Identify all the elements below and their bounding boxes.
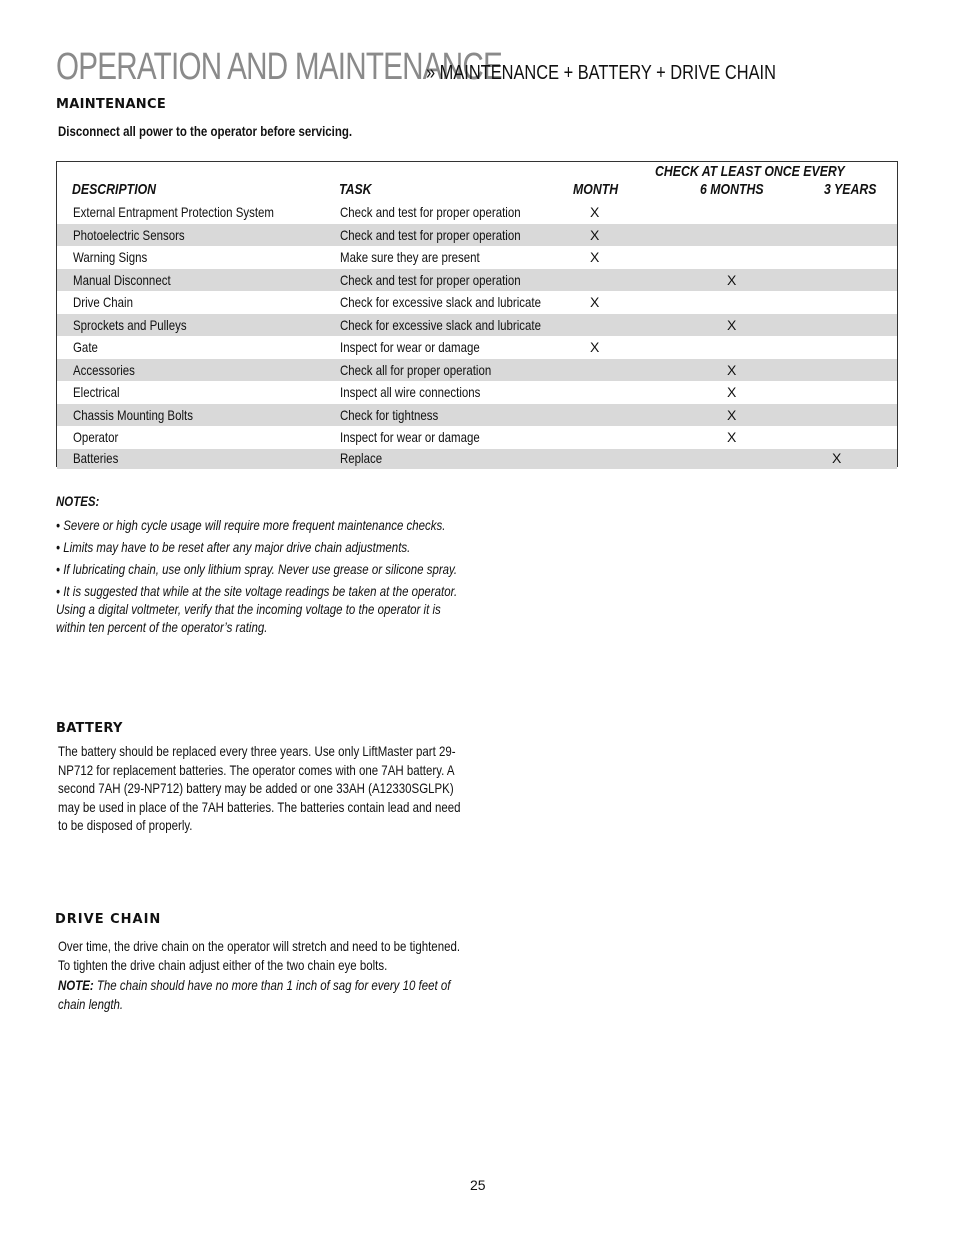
cell-task: Check and test for proper operation (340, 226, 521, 243)
drive-chain-heading: DRIVE CHAIN (55, 912, 162, 927)
table-row (57, 291, 897, 314)
cell-description: Drive Chain (73, 294, 133, 310)
cell-task: Inspect for wear or damage (340, 429, 480, 445)
cell-task: Make sure they are present (340, 249, 480, 265)
column-header-3-years: 3 YEARS (824, 181, 877, 198)
cell-month: X (590, 339, 600, 355)
column-header-description: DESCRIPTION (72, 181, 157, 198)
table-row (57, 381, 897, 404)
drive-chain-text: Over time, the drive chain on the operator will stretch and need to be tightened. To tighten the drive chain adjust either of the two chain eye bolts. (58, 938, 461, 973)
table-row (57, 426, 897, 449)
maintenance-table (56, 161, 898, 467)
note-item: • It is suggested that while at the site voltage readings be taken at the operator. Using a digital voltmeter, verify that the incoming voltage to the operator it is within ten percent of the operator’s rating. (56, 583, 458, 635)
cell-description: Manual Disconnect (73, 271, 171, 288)
table-row (57, 359, 897, 382)
cell-task: Replace (340, 449, 383, 466)
drive-chain-note-label: NOTE: (58, 977, 94, 993)
battery-text: The battery should be replaced every three years. Use only LiftMaster part 29-NP712 for replacement batteries. The operator comes with one 7AH battery. A second 7AH (29-NP712) battery may be added or one 33AH (A12330SGLPK) may be used in place of the 7AH batteries. The batteries contain lead and need to be disposed of properly. (58, 743, 461, 833)
table-group-header: CHECK AT LEAST ONCE EVERY (655, 163, 845, 180)
battery-heading: BATTERY (56, 721, 123, 736)
column-header-month: MONTH (573, 181, 619, 198)
page-number: 25 (470, 1177, 486, 1193)
cell-6-months: X (727, 361, 737, 378)
notes-heading: NOTES: (56, 493, 100, 509)
cell-task: Check and test for proper operation (340, 204, 521, 220)
cell-3-years: X (832, 449, 842, 466)
cell-month: X (590, 204, 600, 220)
cell-description: External Entrapment Protection System (73, 204, 274, 220)
cell-6-months: X (727, 429, 737, 445)
cell-description: Gate (73, 339, 98, 355)
maintenance-heading: MAINTENANCE (56, 97, 167, 112)
table-row (57, 201, 897, 224)
table-row (57, 314, 897, 337)
table-row (57, 404, 897, 427)
drive-chain-note-text: The chain should have no more than 1 inch of sag for every 10 feet of chain length. (58, 977, 451, 1012)
cell-task: Check for excessive slack and lubricate (340, 294, 541, 310)
note-item: • Limits may have to be reset after any major drive chain adjustments. (56, 539, 411, 555)
cell-description: Accessories (73, 361, 135, 378)
cell-task: Check and test for proper operation (340, 271, 521, 288)
cell-description: Electrical (73, 384, 120, 400)
note-item: • Severe or high cycle usage will require more frequent maintenance checks. (56, 517, 446, 533)
cell-description: Batteries (73, 449, 119, 466)
table-row (57, 246, 897, 269)
cell-description: Sprockets and Pulleys (73, 316, 187, 333)
cell-month: X (590, 294, 600, 310)
cell-month: X (590, 249, 600, 265)
note-item: • If lubricating chain, use only lithium spray. Never use grease or silicone spray. (56, 561, 458, 577)
table-row (57, 269, 897, 292)
table-row (57, 224, 897, 247)
page-title-main: OPERATION AND MAINTENANCE (56, 46, 503, 88)
page-title-subtitle: » MAINTENANCE + BATTERY + DRIVE CHAIN (426, 62, 776, 84)
cell-6-months: X (727, 384, 737, 400)
table-row (57, 449, 897, 469)
column-header-task: TASK (339, 181, 372, 198)
table-row (57, 336, 897, 359)
cell-task: Inspect for wear or damage (340, 339, 480, 355)
cell-description: Warning Signs (73, 249, 148, 265)
cell-description: Chassis Mounting Bolts (73, 406, 193, 423)
table-body (57, 201, 897, 469)
cell-6-months: X (727, 316, 737, 333)
cell-6-months: X (727, 406, 737, 423)
cell-description: Photoelectric Sensors (73, 226, 185, 243)
cell-month: X (590, 226, 600, 243)
cell-task: Check all for proper operation (340, 361, 492, 378)
maintenance-warning: Disconnect all power to the operator before servicing. (58, 123, 353, 139)
cell-task: Check for excessive slack and lubricate (340, 316, 541, 333)
cell-task: Check for tightness (340, 406, 439, 423)
cell-6-months: X (727, 271, 737, 288)
page-title (56, 46, 776, 89)
notes-section (56, 492, 576, 640)
column-header-6-months: 6 MONTHS (700, 181, 764, 198)
cell-description: Operator (73, 429, 119, 445)
drive-chain-note (58, 976, 468, 1013)
cell-task: Inspect all wire connections (340, 384, 481, 400)
